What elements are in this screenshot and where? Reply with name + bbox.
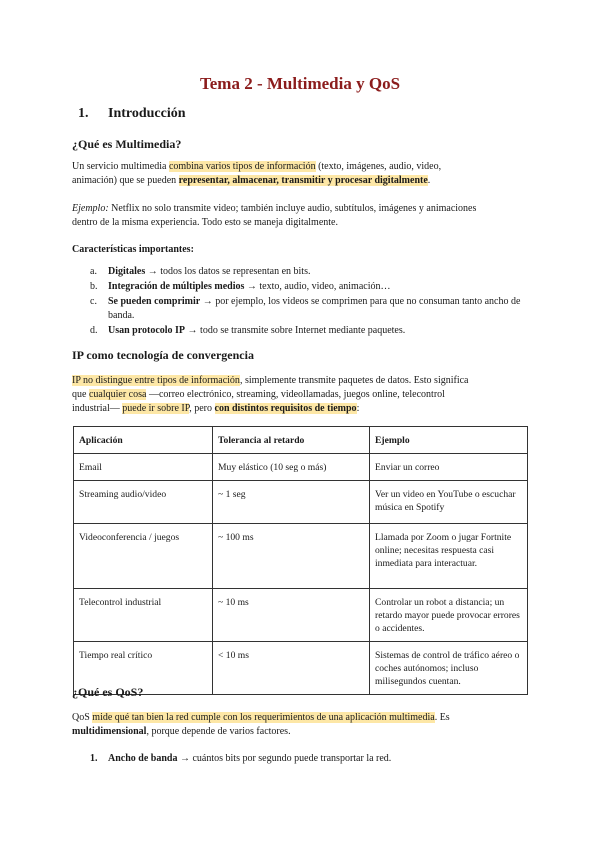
list-term: Se pueden comprimir — [108, 296, 201, 307]
table-cell: Llamada por Zoom o jugar Fortnite online; necesitas respuesta casi inmediata para interactuar. — [370, 524, 528, 589]
paragraph-multimedia-definition — [72, 160, 527, 188]
list-marker: c. — [90, 296, 97, 307]
highlight-bold-run: con distintos requisitos de tiempo — [214, 403, 357, 414]
section-title: Introducción — [108, 106, 186, 121]
list-term: Ancho de banda — [108, 753, 178, 764]
table-cell: Ver un video en YouTube o escuchar música en Spotify — [370, 481, 528, 524]
text-run: , porque depende de varios factores. — [146, 726, 291, 737]
qos-factors-list — [90, 752, 527, 766]
list-item — [90, 280, 527, 294]
table-header-cell: Ejemplo — [370, 427, 528, 454]
heading-ip-convergencia: IP como tecnología de convergencia — [72, 348, 254, 362]
table-cell: Muy elástico (10 seg o más) — [213, 454, 370, 481]
list-item — [90, 324, 527, 338]
text-run: que — [72, 389, 89, 400]
text-run: (texto, imágenes, audio, video, — [315, 161, 442, 172]
highlight-bold-run: representar, almacenar, transmitir y procesar digitalmente — [178, 175, 428, 186]
document-title: Tema 2 - Multimedia y QoS — [199, 74, 401, 93]
highlight-run: combina varios tipos de información — [168, 161, 316, 172]
paragraph-ejemplo-netflix — [72, 202, 527, 230]
table-cell: Sistemas de control de tráfico aéreo o coches autónomos; incluso milisegundos cuentan. — [370, 642, 528, 695]
highlight-run: IP no distingue entre tipos de información — [72, 375, 240, 386]
section-heading-introduccion — [78, 106, 186, 122]
list-item — [90, 295, 527, 323]
delay-tolerance-table — [73, 426, 528, 695]
table-cell: ~ 10 ms — [213, 589, 370, 642]
table-cell: ~ 1 seg — [213, 481, 370, 524]
text-run: . Es — [434, 712, 450, 723]
heading-que-es-multimedia: ¿Qué es Multimedia? — [72, 137, 182, 151]
list-text: → todos los datos se representan en bits. — [145, 266, 311, 277]
list-marker: b. — [90, 281, 98, 292]
text-run: animación) que se pueden — [72, 175, 179, 186]
table-cell: Streaming audio/video — [74, 481, 213, 524]
text-run: , pero — [189, 403, 215, 414]
paragraph-qos — [72, 711, 527, 739]
list-term: Digitales — [108, 266, 146, 277]
list-marker: a. — [90, 266, 97, 277]
example-label: Ejemplo: — [72, 203, 109, 214]
text-run: industrial— — [72, 403, 123, 414]
table-header-cell: Tolerancia al retardo — [213, 427, 370, 454]
table-row — [74, 481, 528, 524]
highlight-run: puede ir sobre IP — [122, 403, 190, 414]
list-marker: d. — [90, 325, 98, 336]
table-cell: < 10 ms — [213, 642, 370, 695]
table-row — [74, 589, 528, 642]
list-text: → texto, audio, video, animación… — [244, 281, 391, 292]
features-list — [90, 265, 527, 338]
text-run: —correo electrónico, streaming, videollamadas, juegos online, telecontrol — [146, 389, 445, 400]
list-text: → cuántos bits por segundo puede transportar la red. — [177, 753, 392, 764]
table-cell: Tiempo real crítico — [74, 642, 213, 695]
text-run: dentro de la misma experiencia. Todo esto se maneja digitalmente. — [72, 217, 338, 228]
table-cell: Videoconferencia / juegos — [74, 524, 213, 589]
table-cell: Telecontrol industrial — [74, 589, 213, 642]
list-term: Integración de múltiples medios — [108, 281, 245, 292]
table-cell: Email — [74, 454, 213, 481]
table-cell: Controlar un robot a distancia; un retardo mayor puede provocar errores o accidentes. — [370, 589, 528, 642]
table-header-cell: Aplicación — [74, 427, 213, 454]
table-cell: Enviar un correo — [370, 454, 528, 481]
list-term: Usan protocolo IP — [108, 325, 186, 336]
list-text: → por ejemplo, los videos se comprimen para que no consuman tanto ancho de banda. — [108, 296, 521, 321]
features-heading: Características importantes: — [72, 244, 194, 255]
bold-run: multidimensional — [72, 726, 147, 737]
text-run: . — [427, 175, 431, 186]
text-run: , simplemente transmite paquetes de datos. Esto significa — [239, 375, 469, 386]
table-header-row — [74, 427, 528, 454]
table-cell: ~ 100 ms — [213, 524, 370, 589]
list-item — [90, 752, 527, 766]
list-item — [90, 265, 527, 279]
table-row — [74, 454, 528, 481]
heading-que-es-qos: ¿Qué es QoS? — [72, 685, 144, 699]
text-run: QoS — [72, 712, 93, 723]
section-number: 1. — [78, 106, 89, 121]
highlight-run: cualquier cosa — [88, 389, 147, 400]
highlight-run: mide qué tan bien la red cumple con los requerimientos de una aplicación multimedia — [92, 712, 435, 723]
table-row — [74, 524, 528, 589]
paragraph-ip — [72, 374, 527, 416]
text-run: Un servicio multimedia — [72, 161, 169, 172]
text-run: : — [356, 403, 360, 414]
text-run: Netflix no solo transmite video; también incluye audio, subtítulos, imágenes y animaciones — [108, 203, 477, 214]
list-marker: 1. — [90, 753, 98, 764]
list-text: → todo se transmite sobre Internet mediante paquetes. — [185, 325, 406, 336]
